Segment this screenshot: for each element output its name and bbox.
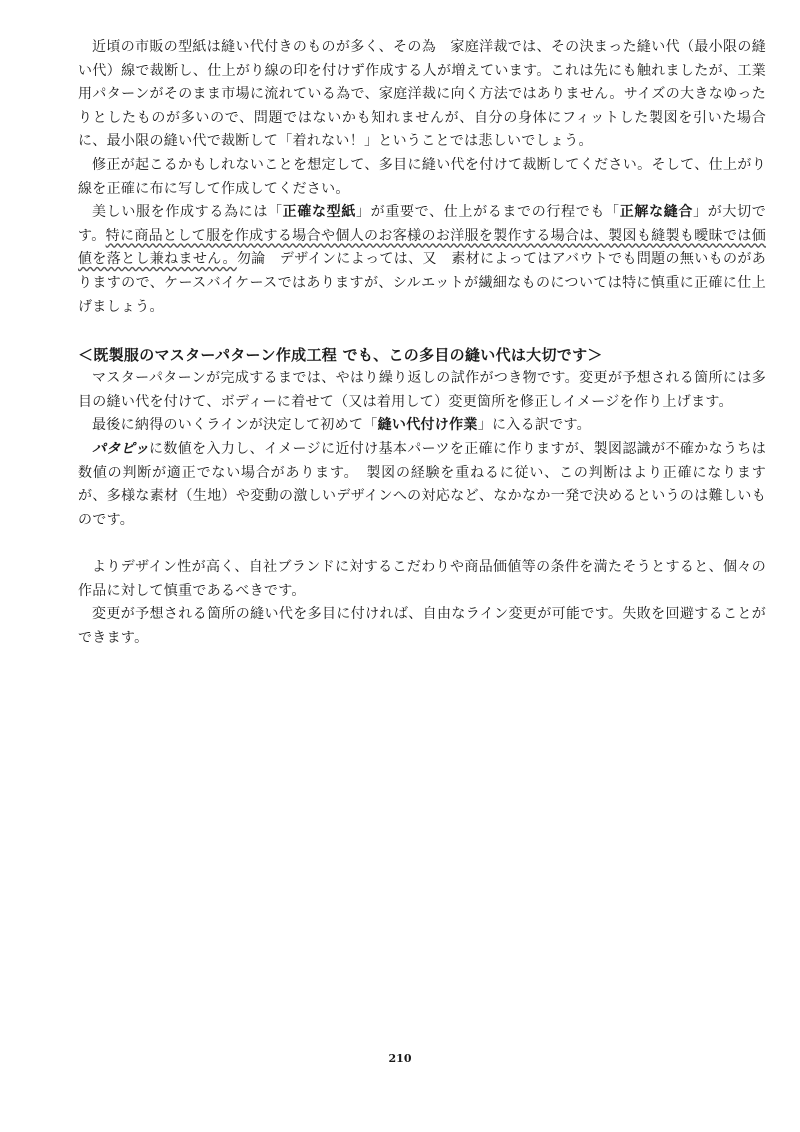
text-segment: 最後に納得のいくラインが決定して初めて「 [92, 417, 378, 434]
page-number: 210 [388, 1052, 412, 1065]
spacer [78, 532, 766, 556]
brand-patapi: パタピッ [92, 440, 149, 457]
paragraph-flexible-line-change: 変更が予想される箇所の縫い代を多目に付ければ、自由なライン変更が可能です。失敗を回避することができます。 [78, 606, 766, 647]
text-segment: 」が重要で、仕上がるまでの行程でも「 [356, 204, 620, 221]
paragraph-master-pattern-trials: マスターパターンが完成するまでは、やはり繰り返しの試作がつき物です。変更が予想される箇所には多目の縫い代を付けて、ボディーに着せて（又は着用して）変更箇所を修正しイメージを作り上げます。 [78, 370, 766, 410]
text-segment: 美しい服を作成する為には「 [92, 204, 283, 221]
emphasis-accurate-pattern: 正確な型紙 [282, 204, 357, 221]
paragraph-cut-with-extra-allowance: 修正が起こるかもしれないことを想定して、多目に縫い代を付けて裁断してください。そして、仕上がり線を正確に布に写して作成してください。 [78, 156, 766, 197]
text-segment: に数値を入力し、イメージに近付け基本パーツを正確に作りますが、製図認識が不確かなうちは 数値の判断が適正でない場合があります。 製図の経験を重ねるに従い、この判断はより正確になりますが、多様な素材（生地）や変動の激しいデザインへの対応など、なかなか一発で決めるというのは難しいものです。 [78, 440, 781, 528]
document-body [78, 36, 781, 651]
text-segment: 勿論 デザインによっては、又 素材によってはアバウトでも問題の無いものがありますので、ケースバイケースではありますが、シルエットが繊細なものについては特に慎重に正確に仕上げましょう。 [78, 251, 766, 315]
paragraph-accurate-pattern [78, 201, 766, 319]
underlined-warning: 特に商品として服を作成する場合や個人のお客様のお洋服を製作する場合は、製図も縫製も曖昧では価値を落とし兼ねません。 [78, 227, 767, 268]
paragraph-seam-allowance-intro: 近頃の市販の型紙は縫い代付きのものが多く、その為 家庭洋裁では、その決まった縫い代（最小限の縫い代）線で裁断し、仕上がり線の印を付けず作成する人が増えています。これは先にも触れましたが、工業用パターンがそのまま市場に流れている為で、家庭洋裁に向く方法ではありません。サイズの大きなゆったりとしたものが多いので、問題ではないかも知れませんが、自分の身体にフィットした製図を引いた場合に、最小限の縫い代で裁断して「着れない！」ということでは悲しいでしょう。 [78, 39, 766, 150]
text-segment: 」が大切です。 [78, 204, 767, 244]
paragraph-design-brand: よりデザイン性が高く、自社ブランドに対するこだわりや商品価値等の条件を満たそうとすると、個々の作品に対して慎重であるべきです。 [78, 559, 766, 599]
paragraph-seam-allowance-step [78, 414, 766, 438]
paragraph-patapi-usage [78, 438, 781, 532]
section-heading-master-pattern: ＜既製服のマスターパターン作成工程 でも、この多目の縫い代は大切です＞ [78, 346, 603, 365]
emphasis-correct-sewing: 正解な縫合 [619, 204, 694, 221]
text-segment: 」に入る訳です。 [477, 417, 591, 434]
emphasis-seam-allowance-work: 縫い代付け作業 [377, 417, 478, 434]
